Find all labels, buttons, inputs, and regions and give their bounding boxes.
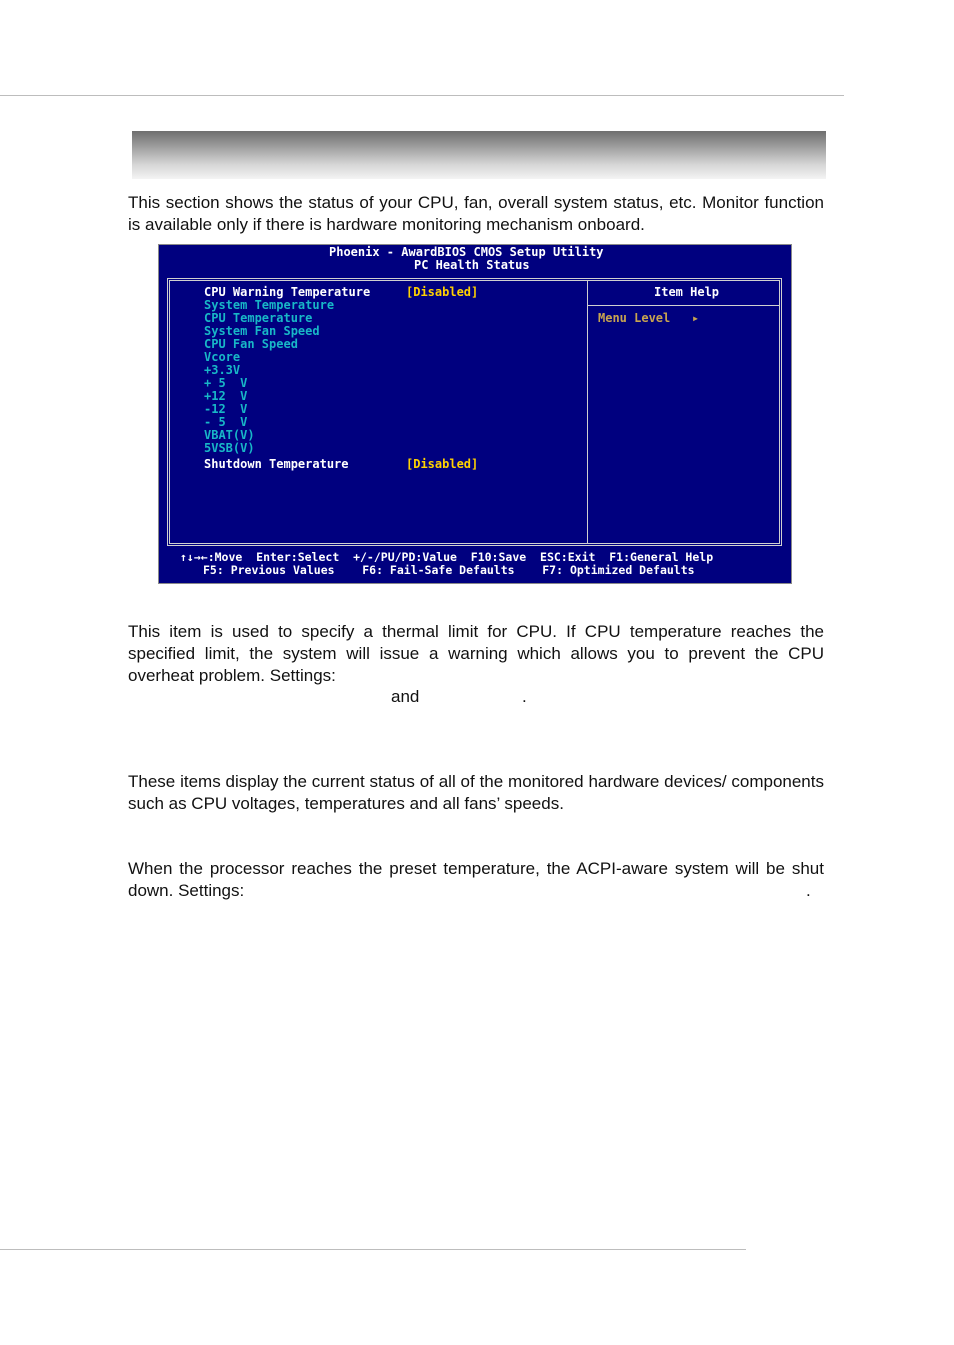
shutdown-temperature-description: When the processor reaches the preset temperature, the ACPI-aware system will be shut down. Settings: bbox=[128, 859, 824, 900]
bios-menu-level: Menu Level ▸ bbox=[598, 311, 700, 325]
bios-item-system-temperature: System Temperature bbox=[204, 298, 335, 312]
bios-item-cpu-fan-speed: CPU Fan Speed bbox=[204, 337, 298, 351]
bios-footer-keys-line2: F5: Previous Values F6: Fail-Safe Defaults F7: Optimized Defaults bbox=[203, 563, 695, 577]
bios-item-cpu-warning-temperature[interactable]: CPU Warning Temperature bbox=[204, 285, 371, 299]
section-header-bar bbox=[132, 131, 826, 179]
top-rule bbox=[0, 95, 844, 96]
bios-item-plus-5v: + 5 V bbox=[204, 376, 248, 390]
cpu-warning-settings-and: and bbox=[391, 687, 420, 706]
bios-item-cpu-temperature: CPU Temperature bbox=[204, 311, 313, 325]
bios-screenshot bbox=[158, 244, 792, 584]
bios-subtitle: PC Health Status bbox=[414, 258, 530, 272]
bios-item-5vsb: 5VSB(V) bbox=[204, 441, 255, 455]
bios-item-vbat: VBAT(V) bbox=[204, 428, 255, 442]
monitor-items-description: These items display the current status of all of the monitored hardware devices/ components such as CPU voltages, temperatures and all fans’ speeds. bbox=[128, 772, 824, 813]
bios-item-vcore: Vcore bbox=[204, 350, 241, 364]
cpu-warning-description: This item is used to specify a thermal limit for CPU. If CPU temperature reaches the specified limit, the system will issue a warning which allows you to prevent the CPU overheat problem. Settings: bbox=[128, 622, 824, 685]
bios-item-shutdown-temperature[interactable]: Shutdown Temperature bbox=[204, 457, 349, 471]
bios-item-plus-12v: +12 V bbox=[204, 389, 248, 403]
bios-item-system-fan-speed: System Fan Speed bbox=[204, 324, 320, 338]
bottom-rule bbox=[0, 1249, 746, 1250]
cpu-warning-settings-period: . bbox=[522, 687, 527, 706]
bios-title: Phoenix - AwardBIOS CMOS Setup Utility bbox=[329, 245, 604, 259]
shutdown-settings-period: . bbox=[806, 881, 811, 900]
intro-paragraph: This section shows the status of your CPU, fan, overall system status, etc. Monitor function is available only if there is hardware monitoring mechanism onboard. bbox=[128, 193, 824, 234]
bios-item-3-3v: +3.3V bbox=[204, 363, 241, 377]
bios-footer-keys-line1: ↑↓→←:Move Enter:Select +/-/PU/PD:Value F10:Save ESC:Exit F1:General Help bbox=[180, 550, 714, 564]
bios-item-minus-5v: - 5 V bbox=[204, 415, 248, 429]
bios-value-cpu-warning-temperature[interactable]: [Disabled] bbox=[406, 285, 479, 299]
bios-item-minus-12v: -12 V bbox=[204, 402, 248, 416]
bios-item-help-title: Item Help bbox=[654, 285, 720, 299]
bios-help-header-divider bbox=[588, 305, 779, 306]
bios-value-shutdown-temperature[interactable]: [Disabled] bbox=[406, 457, 479, 471]
